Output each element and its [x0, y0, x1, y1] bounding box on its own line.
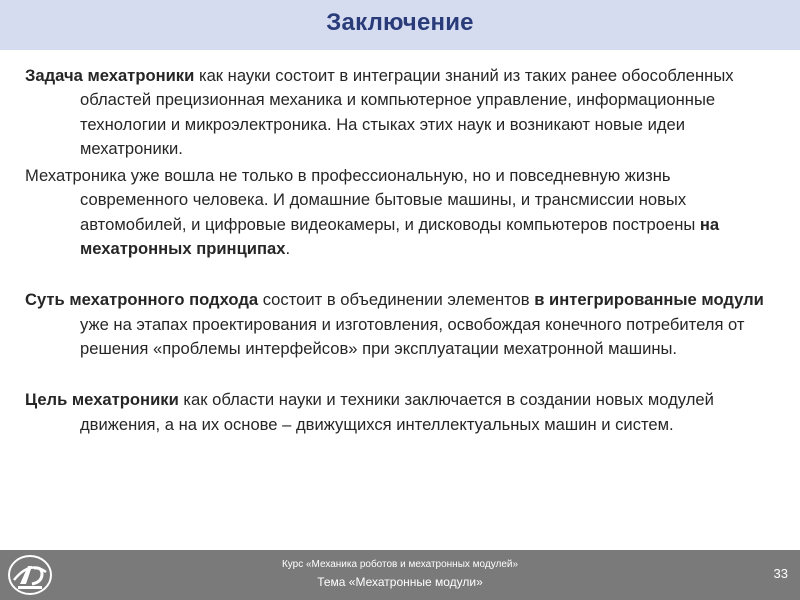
paragraph-everyday-bold: на мехатронных принципах — [80, 214, 720, 259]
paragraph-approach-bold: Суть мехатронного подхода — [25, 290, 259, 310]
slide-title: Заключение — [326, 9, 474, 36]
paragraph-everyday — [25, 164, 780, 261]
page-number: 33 — [773, 566, 788, 581]
paragraph-everyday-end: . — [285, 239, 291, 259]
slide-footer — [0, 550, 800, 600]
footer-topic: Тема «Мехатронные модули» — [317, 575, 483, 589]
paragraph-approach — [25, 288, 780, 361]
paragraph-goal-text: как области науки и техники заключается в создании новых модулей движения, а на их основе – движущихся интеллектуальных машин и систем. — [80, 390, 714, 434]
slide-header — [0, 0, 800, 50]
paragraph-approach-text-end: уже на этапах проектирования и изготовления, освобождая конечного потребителя от решения «проблемы интерфейсов» при эксплуатации мехатронной машины. — [80, 314, 745, 358]
paragraph-task-text: как науки состоит в интеграции знаний из таких ранее обособленных областей прецизионная механика и компьютерное управление, информационные технологии и микроэлектроника. На стыках этих наук и возникают новые идеи мехатроники. — [80, 66, 734, 158]
paragraph-task-bold: Задача мехатроники — [25, 66, 195, 85]
paragraph-approach-text: состоит в объединении элементов — [258, 290, 535, 310]
paragraph-task — [25, 64, 780, 161]
paragraph-approach-bold-modules: в интегрированные модули — [534, 290, 764, 310]
paragraph-goal — [25, 388, 780, 437]
paragraph-everyday-text: Мехатроника уже вошла не только в профессиональную, но и повседневную жизнь современного человека. И домашние бытовые машины, и трансмиссии новых автомобилей, и цифровые видеокамеры, и дисководы компьютеров построены — [25, 166, 700, 234]
footer-course: Курс «Механика роботов и мехатронных модулей» — [281, 559, 519, 570]
paragraph-goal-bold: Цель мехатроники — [25, 390, 179, 410]
slide-body — [25, 64, 780, 437]
